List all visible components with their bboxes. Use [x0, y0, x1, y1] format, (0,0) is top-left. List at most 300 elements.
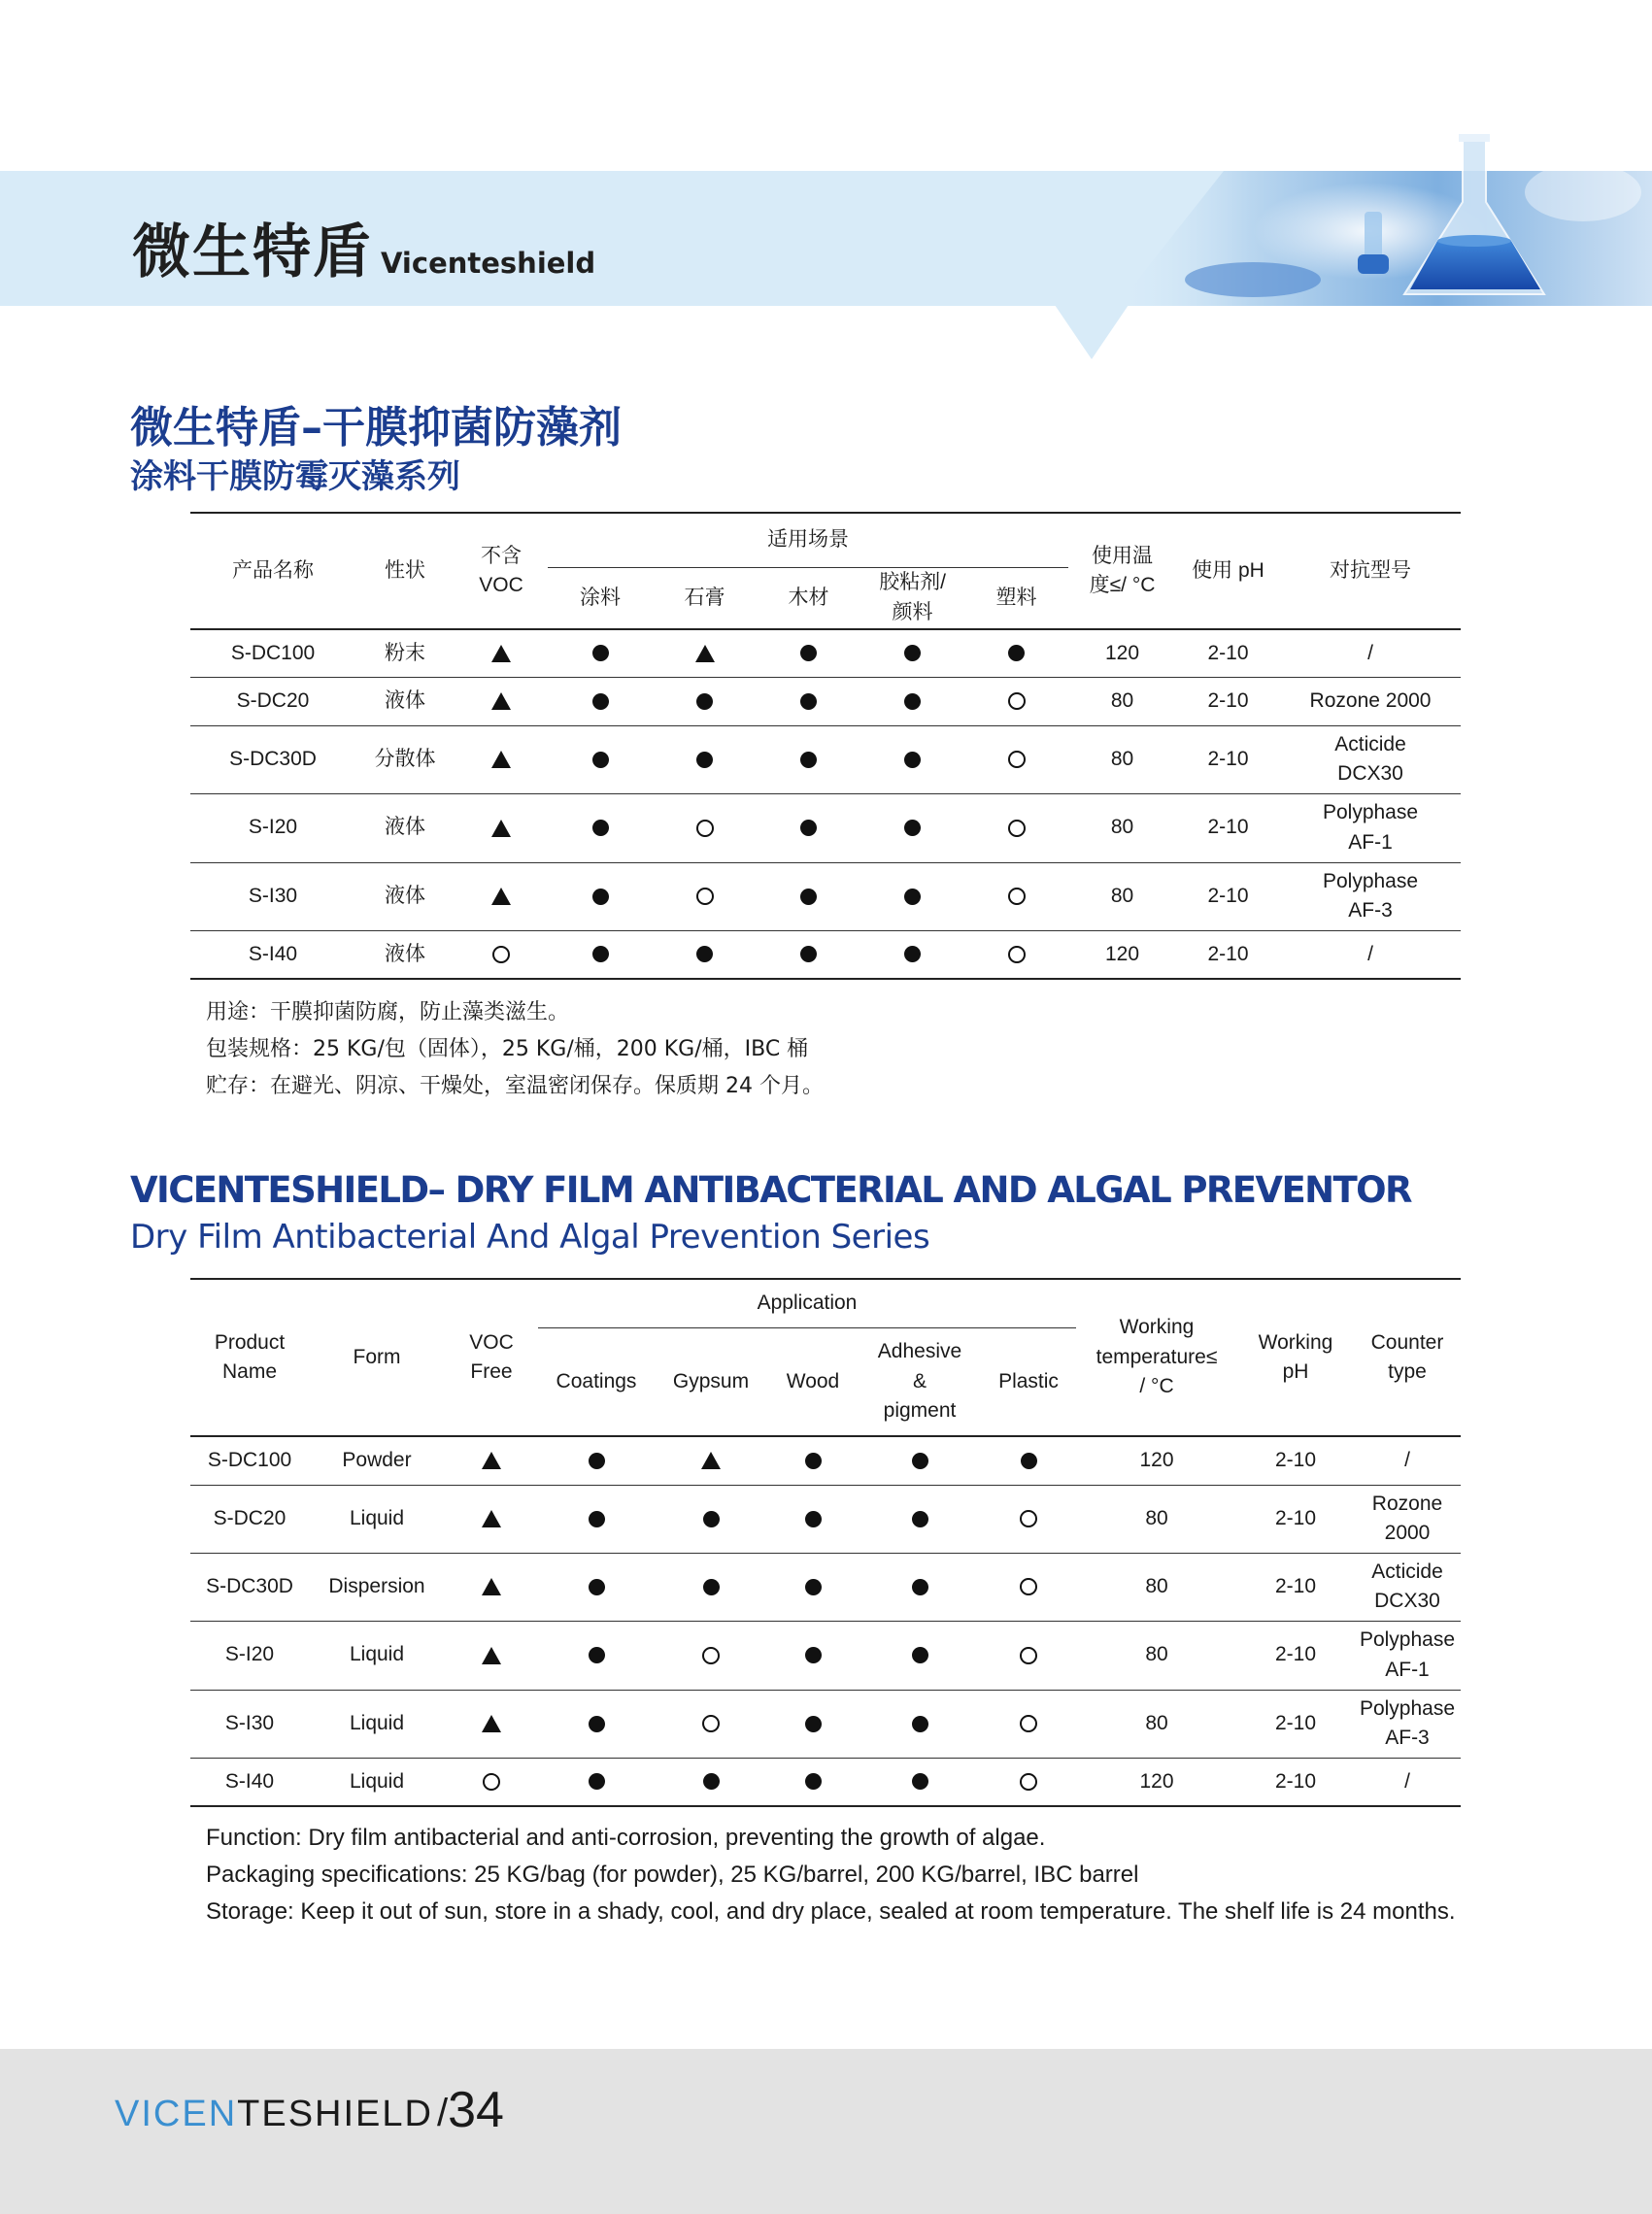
cell-temperature: 120	[1076, 1758, 1237, 1806]
counter-line: Polyphase	[1359, 1628, 1456, 1652]
open-circle-icon	[1020, 1647, 1037, 1664]
filled-circle-icon	[904, 946, 921, 962]
cell-temperature: 120	[1076, 1436, 1237, 1485]
cell-application	[548, 930, 653, 979]
cell-application	[548, 677, 653, 725]
cell-temperature: 80	[1076, 1621, 1237, 1690]
header-line: 度≤/ °C	[1089, 574, 1156, 596]
cell-product-name: S-DC30D	[190, 1553, 309, 1621]
header-line: 胶粘剂/	[879, 571, 946, 594]
header-line: temperature≤	[1096, 1345, 1218, 1368]
header-line: 涂料	[580, 586, 621, 609]
open-circle-icon	[696, 888, 714, 905]
col-product-name: 产品名称	[232, 558, 314, 582]
cell-temperature: 120	[1068, 629, 1176, 677]
open-circle-icon	[1008, 751, 1026, 768]
counter-line: AF-3	[1348, 899, 1393, 922]
counter-line: Polyphase	[1322, 801, 1419, 824]
header-line: / °C	[1139, 1375, 1174, 1398]
col-counter	[1280, 513, 1461, 629]
filled-circle-icon	[1008, 645, 1025, 661]
header-line: 对抗型号	[1330, 558, 1412, 582]
cell-product-name: S-DC100	[190, 1436, 309, 1485]
footer-brand-part1: VICEN	[115, 2094, 238, 2134]
cell-counter-type	[1280, 677, 1461, 725]
cell-form: 液体	[355, 677, 455, 725]
filled-circle-icon	[592, 752, 609, 768]
header-line: Name	[221, 1360, 278, 1383]
footer-brand-part2: TESHIELD	[237, 2094, 433, 2134]
triangle-icon	[482, 1578, 501, 1595]
cell-application	[653, 725, 757, 793]
cell-application	[860, 629, 964, 677]
filled-circle-icon	[589, 1773, 605, 1790]
cell-ph: 2-10	[1237, 1758, 1354, 1806]
cell-application	[655, 1553, 767, 1621]
filled-circle-icon	[912, 1716, 928, 1732]
col-app-5	[964, 567, 1068, 629]
cell-voc	[445, 1690, 538, 1758]
filled-circle-icon	[592, 946, 609, 962]
table-en-header	[190, 1279, 1461, 1436]
cell-application	[538, 1690, 655, 1758]
cell-application	[860, 677, 964, 725]
cell-voc	[445, 1758, 538, 1806]
filled-circle-icon	[703, 1773, 720, 1790]
triangle-icon	[695, 645, 715, 662]
cell-voc	[455, 677, 548, 725]
filled-circle-icon	[805, 1716, 822, 1732]
cell-form: 液体	[355, 793, 455, 862]
header-line: VOC	[469, 1330, 514, 1354]
cell-voc	[445, 1436, 538, 1485]
cell-application	[548, 629, 653, 677]
cell-voc	[445, 1485, 538, 1553]
cell-temperature: 80	[1068, 793, 1176, 862]
cell-application	[757, 930, 860, 979]
counter-line: /	[1404, 1449, 1410, 1472]
open-circle-icon	[1008, 820, 1026, 837]
col-product-name	[190, 1279, 309, 1436]
col-counter	[1354, 1279, 1461, 1436]
col-temperature	[1076, 1279, 1237, 1436]
cell-application	[767, 1553, 859, 1621]
filled-circle-icon	[805, 1647, 822, 1663]
cell-application	[538, 1436, 655, 1485]
cell-application	[767, 1485, 859, 1553]
table-row	[190, 862, 1461, 930]
cell-ph: 2-10	[1176, 725, 1280, 793]
filled-circle-icon	[904, 752, 921, 768]
open-circle-icon	[1020, 1773, 1037, 1791]
counter-line: AF-1	[1348, 830, 1393, 854]
header-line: 木材	[788, 586, 829, 609]
cell-form: 液体	[355, 862, 455, 930]
open-circle-icon	[1020, 1578, 1037, 1595]
cell-product-name: S-DC20	[190, 677, 355, 725]
cell-application	[964, 793, 1068, 862]
cell-temperature: 80	[1068, 725, 1176, 793]
counter-line: AF-3	[1385, 1727, 1430, 1749]
cell-form: 液体	[355, 930, 455, 979]
filled-circle-icon	[912, 1773, 928, 1790]
cell-application	[964, 862, 1068, 930]
col-app-5	[981, 1327, 1076, 1436]
table-row	[190, 1436, 1461, 1485]
col-application-group: 适用场景	[548, 513, 1068, 567]
cell-application	[964, 725, 1068, 793]
header-line: VOC	[479, 574, 523, 596]
triangle-icon	[701, 1452, 721, 1469]
cell-application	[860, 930, 964, 979]
filled-circle-icon	[589, 1453, 605, 1469]
table-row	[190, 1553, 1461, 1621]
cell-ph: 2-10	[1237, 1690, 1354, 1758]
counter-line: Polyphase	[1322, 869, 1419, 892]
cell-application	[860, 725, 964, 793]
cell-application	[767, 1690, 859, 1758]
cell-application	[548, 725, 653, 793]
open-circle-icon	[1020, 1510, 1037, 1527]
filled-circle-icon	[696, 946, 713, 962]
page-number: 34	[448, 2082, 504, 2138]
note-storage-en: Storage: Keep it out of sun, store in a shady, cool, and dry place, sealed at room temperature. The shelf life is 24 months.	[206, 1898, 1456, 1925]
col-form: 性状	[385, 558, 425, 582]
cell-product-name: S-I40	[190, 930, 355, 979]
header-line: Counter	[1370, 1330, 1444, 1354]
triangle-icon	[491, 888, 511, 905]
filled-circle-icon	[592, 645, 609, 661]
cell-application	[757, 793, 860, 862]
filled-circle-icon	[805, 1453, 822, 1469]
filled-circle-icon	[592, 820, 609, 836]
cell-counter-type	[1280, 629, 1461, 677]
cell-product-name: S-I30	[190, 1690, 309, 1758]
filled-circle-icon	[696, 693, 713, 710]
cell-form: Liquid	[309, 1758, 445, 1806]
table-en-body	[190, 1436, 1461, 1806]
table-row	[190, 1621, 1461, 1690]
cell-product-name: S-DC100	[190, 629, 355, 677]
cell-voc	[445, 1553, 538, 1621]
header-line: pH	[1282, 1360, 1309, 1383]
filled-circle-icon	[904, 820, 921, 836]
cell-application	[655, 1621, 767, 1690]
cell-application	[757, 677, 860, 725]
counter-line: Rozone	[1371, 1492, 1443, 1515]
counter-line: AF-1	[1385, 1658, 1430, 1681]
header-line: Working	[1258, 1330, 1333, 1354]
section-en-heading: VICENTESHIELD– DRY FILM ANTIBACTERIAL AND ALGAL PREVENTOR	[130, 1169, 1411, 1211]
section-cn-heading: 微生特盾–干膜抑菌防藻剂	[130, 403, 622, 453]
triangle-icon	[491, 751, 511, 768]
col-app-3	[757, 567, 860, 629]
product-table-cn	[190, 512, 1461, 980]
counter-line: /	[1367, 641, 1373, 664]
open-circle-icon	[492, 946, 510, 963]
header-line: Working	[1119, 1316, 1195, 1339]
header-title-cn: 微生特盾	[132, 218, 373, 286]
filled-circle-icon	[703, 1511, 720, 1527]
header-title-en: Vicenteshield	[381, 247, 596, 280]
cell-application	[767, 1621, 859, 1690]
counter-line: DCX30	[1337, 762, 1403, 785]
footer-slash: /	[436, 2092, 449, 2134]
open-circle-icon	[1008, 692, 1026, 710]
filled-circle-icon	[800, 693, 817, 710]
cell-application	[655, 1690, 767, 1758]
cell-voc	[455, 930, 548, 979]
cell-counter-type	[1354, 1690, 1461, 1758]
filled-circle-icon	[800, 820, 817, 836]
cell-form: Liquid	[309, 1485, 445, 1553]
header-line: 使用温	[1092, 544, 1154, 567]
cell-application	[981, 1553, 1076, 1621]
table-row	[190, 1758, 1461, 1806]
cell-form: 分散体	[355, 725, 455, 793]
cell-application	[981, 1485, 1076, 1553]
cell-temperature: 80	[1076, 1690, 1237, 1758]
cell-voc	[455, 862, 548, 930]
counter-line: Acticide	[1371, 1560, 1443, 1583]
cell-ph: 2-10	[1176, 930, 1280, 979]
cell-counter-type	[1280, 793, 1461, 862]
table-row	[190, 629, 1461, 677]
filled-circle-icon	[589, 1511, 605, 1527]
filled-circle-icon	[912, 1453, 928, 1469]
cell-temperature: 80	[1068, 862, 1176, 930]
cell-temperature: 80	[1076, 1553, 1237, 1621]
cell-ph: 2-10	[1176, 793, 1280, 862]
filled-circle-icon	[805, 1773, 822, 1790]
cell-ph: 2-10	[1176, 629, 1280, 677]
filled-circle-icon	[589, 1716, 605, 1732]
triangle-icon	[482, 1715, 501, 1732]
open-circle-icon	[702, 1715, 720, 1732]
col-app-3	[767, 1327, 859, 1436]
filled-circle-icon	[589, 1647, 605, 1663]
cell-counter-type	[1280, 930, 1461, 979]
counter-line: /	[1367, 942, 1373, 965]
section-cn-subheading: 涂料干膜防霉灭藻系列	[130, 457, 460, 496]
header-line: pigment	[883, 1398, 957, 1422]
cell-application	[981, 1758, 1076, 1806]
open-circle-icon	[696, 820, 714, 837]
cell-application	[538, 1485, 655, 1553]
header-line: Free	[470, 1360, 513, 1383]
cell-product-name: S-I20	[190, 793, 355, 862]
filled-circle-icon	[696, 752, 713, 768]
cell-voc	[455, 725, 548, 793]
header-title	[132, 204, 596, 286]
note-packaging-en: Packaging specifications: 25 KG/bag (for powder), 25 KG/barrel, 200 KG/barrel, IBC barrel	[206, 1862, 1139, 1888]
col-ph	[1237, 1279, 1354, 1436]
header-line: Gypsum	[672, 1369, 750, 1392]
col-app-1	[548, 567, 653, 629]
cell-application	[757, 862, 860, 930]
header-line: Wood	[786, 1369, 840, 1392]
col-voc	[445, 1279, 538, 1436]
col-app-2	[655, 1327, 767, 1436]
cell-application	[767, 1758, 859, 1806]
col-app-4	[860, 567, 964, 629]
cell-application	[653, 862, 757, 930]
cell-application	[964, 930, 1068, 979]
section-en-subheading: Dry Film Antibacterial And Algal Prevention Series	[130, 1218, 930, 1257]
cell-ph: 2-10	[1237, 1436, 1354, 1485]
counter-line: DCX30	[1374, 1590, 1440, 1612]
note-storage-cn: 贮存：在避光、阴凉、干燥处，室温密闭保存。保质期 24 个月。	[206, 1074, 824, 1098]
header-band-pointer	[1055, 305, 1129, 359]
cell-temperature: 80	[1068, 677, 1176, 725]
cell-form: 粉末	[355, 629, 455, 677]
cell-ph: 2-10	[1237, 1621, 1354, 1690]
cell-voc	[455, 629, 548, 677]
header-line: 颜料	[892, 600, 933, 623]
header-line: 不含	[481, 544, 522, 567]
open-circle-icon	[702, 1647, 720, 1664]
note-packaging-cn: 包装规格：25 KG/包（固体），25 KG/桶，200 KG/桶，IBC 桶	[206, 1037, 809, 1061]
cell-product-name: S-I40	[190, 1758, 309, 1806]
cell-application	[860, 862, 964, 930]
note-usage-cn: 用途：干膜抑菌防腐，防止藻类滋生。	[206, 1000, 570, 1024]
table-row	[190, 725, 1461, 793]
cell-application	[655, 1485, 767, 1553]
cell-application	[655, 1758, 767, 1806]
cell-application	[757, 629, 860, 677]
table-row	[190, 1690, 1461, 1758]
header-line: 塑料	[995, 586, 1037, 609]
open-circle-icon	[483, 1773, 500, 1791]
cell-counter-type	[1354, 1436, 1461, 1485]
filled-circle-icon	[805, 1579, 822, 1595]
counter-line: Acticide	[1334, 732, 1406, 755]
counter-line: /	[1404, 1769, 1410, 1793]
table-cn-body	[190, 629, 1461, 979]
cell-counter-type	[1354, 1758, 1461, 1806]
notes-en	[206, 1820, 1459, 1930]
header-line: Product	[214, 1330, 286, 1354]
product-table-en	[190, 1278, 1461, 1807]
header-line: &	[912, 1369, 927, 1392]
lab-flask-photo	[1117, 134, 1652, 306]
filled-circle-icon	[912, 1579, 928, 1595]
cell-product-name: S-DC20	[190, 1485, 309, 1553]
cell-application	[859, 1485, 981, 1553]
cell-application	[538, 1758, 655, 1806]
counter-line: 2000	[1384, 1522, 1431, 1544]
cell-voc	[455, 793, 548, 862]
triangle-icon	[491, 692, 511, 710]
cell-counter-type	[1354, 1621, 1461, 1690]
table-cn-header	[190, 513, 1461, 629]
triangle-icon	[491, 645, 511, 662]
col-app-2	[653, 567, 757, 629]
cell-application	[964, 629, 1068, 677]
filled-circle-icon	[800, 889, 817, 905]
cell-application	[860, 793, 964, 862]
cell-temperature: 120	[1068, 930, 1176, 979]
filled-circle-icon	[904, 889, 921, 905]
cell-counter-type	[1354, 1485, 1461, 1553]
cell-application	[538, 1553, 655, 1621]
open-circle-icon	[1008, 888, 1026, 905]
cell-counter-type	[1354, 1553, 1461, 1621]
table-row	[190, 793, 1461, 862]
cell-form: Liquid	[309, 1690, 445, 1758]
col-app-1	[538, 1327, 655, 1436]
triangle-icon	[482, 1647, 501, 1664]
cell-application	[653, 677, 757, 725]
cell-form: Liquid	[309, 1621, 445, 1690]
cell-application	[859, 1621, 981, 1690]
cell-application	[767, 1436, 859, 1485]
header-line: Plastic	[998, 1369, 1059, 1392]
filled-circle-icon	[800, 645, 817, 661]
filled-circle-icon	[805, 1511, 822, 1527]
triangle-icon	[482, 1452, 501, 1469]
col-voc	[455, 513, 548, 629]
filled-circle-icon	[592, 889, 609, 905]
col-app-4	[859, 1327, 981, 1436]
filled-circle-icon	[800, 752, 817, 768]
triangle-icon	[491, 820, 511, 837]
cell-voc	[445, 1621, 538, 1690]
header-line: Coatings	[556, 1369, 637, 1392]
col-application-group: Application	[538, 1279, 1076, 1327]
filled-circle-icon	[589, 1579, 605, 1595]
header-line: type	[1388, 1360, 1427, 1383]
cell-application	[981, 1690, 1076, 1758]
counter-line: Polyphase	[1359, 1696, 1456, 1720]
cell-application	[859, 1553, 981, 1621]
cell-product-name: S-I30	[190, 862, 355, 930]
cell-application	[653, 629, 757, 677]
open-circle-icon	[1020, 1715, 1037, 1732]
cell-application	[859, 1436, 981, 1485]
filled-circle-icon	[912, 1511, 928, 1527]
cell-application	[964, 677, 1068, 725]
filled-circle-icon	[904, 645, 921, 661]
header-line: Adhesive	[877, 1340, 962, 1363]
cell-application	[981, 1621, 1076, 1690]
counter-line: Rozone 2000	[1309, 688, 1432, 712]
cell-ph: 2-10	[1237, 1485, 1354, 1553]
notes-cn	[206, 994, 824, 1105]
col-ph	[1176, 513, 1280, 629]
cell-application	[653, 930, 757, 979]
cell-application	[548, 862, 653, 930]
cell-ph: 2-10	[1176, 862, 1280, 930]
filled-circle-icon	[912, 1647, 928, 1663]
open-circle-icon	[1008, 946, 1026, 963]
cell-application	[859, 1758, 981, 1806]
table-row	[190, 1485, 1461, 1553]
col-temperature	[1068, 513, 1176, 629]
cell-ph: 2-10	[1176, 677, 1280, 725]
table-row	[190, 677, 1461, 725]
cell-application	[981, 1436, 1076, 1485]
note-function-en: Function: Dry film antibacterial and anti-corrosion, preventing the growth of algae.	[206, 1825, 1046, 1851]
col-form: Form	[353, 1345, 401, 1368]
cell-form: Dispersion	[309, 1553, 445, 1621]
cell-counter-type	[1280, 862, 1461, 930]
filled-circle-icon	[1021, 1453, 1037, 1469]
cell-product-name: S-I20	[190, 1621, 309, 1690]
filled-circle-icon	[592, 693, 609, 710]
filled-circle-icon	[800, 946, 817, 962]
footer-brand	[115, 2082, 504, 2138]
